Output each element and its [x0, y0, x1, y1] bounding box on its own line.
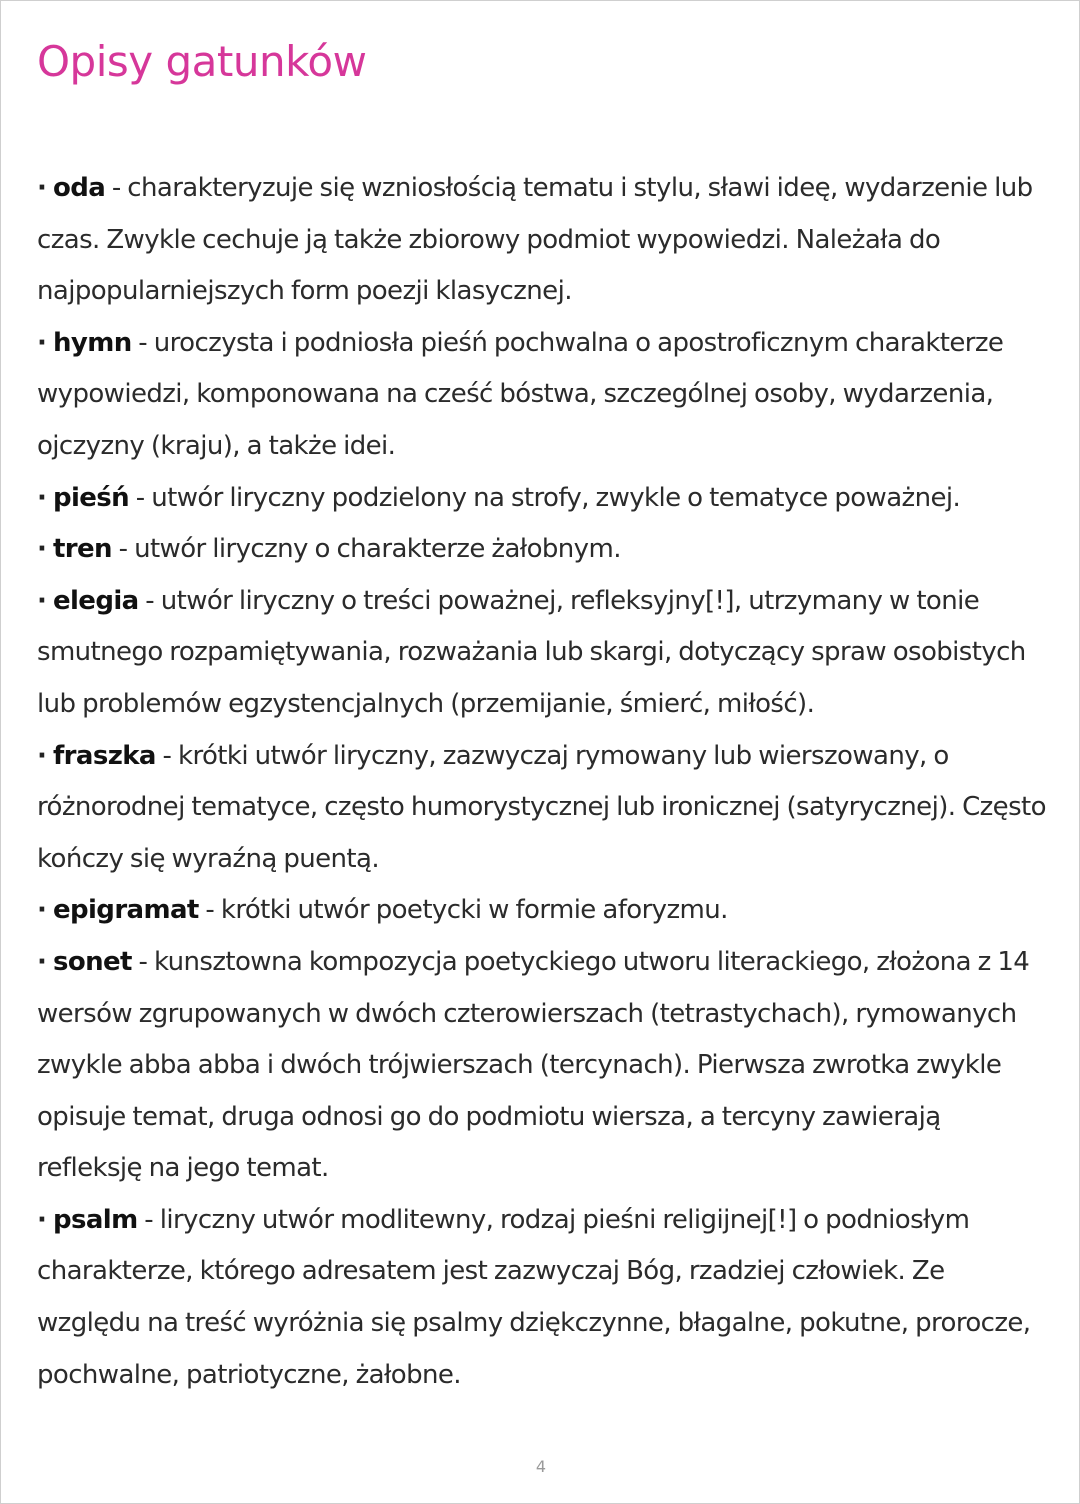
genre-term: psalm: [52, 1204, 138, 1235]
genre-entry-piesn: [37, 473, 1047, 525]
genre-definition: liryczny utwór modlitewny, rodzaj pieśni religijnej[!] o podniosłym charakterze, którego adresatem jest zazwyczaj Bóg, rzadziej człowiek. Ze względu na treść wyróżnia się psalmy dziękczynne, błagalne, pokutne, prorocze, pochwalne, patriotyczne, żałobne.: [37, 1204, 1031, 1390]
term-separator: -: [198, 895, 221, 926]
term-separator: -: [129, 482, 152, 513]
page-title: Opisy gatunków: [37, 37, 367, 86]
term-separator: -: [137, 1204, 160, 1235]
genre-term: pieśń: [52, 482, 130, 513]
term-separator: -: [131, 946, 154, 977]
genre-term: tren: [52, 534, 112, 565]
genre-definition: uroczysta i podniosła pieśń pochwalna o apostroficznym charakterze wypowiedzi, komponowana na cześć bóstwa, szczególnej osoby, wydarzenia, ojczyzny (kraju), a także idei.: [37, 327, 1004, 461]
bullet-icon: ·: [37, 534, 47, 565]
genre-definition: krótki utwór liryczny, zazwyczaj rymowany lub wierszowany, o różnorodnej tematyce, często humorystycznej lub ironicznej (satyrycznej). Często kończy się wyraźną puentą.: [37, 740, 1046, 874]
term-separator: -: [138, 585, 161, 616]
term-separator: -: [105, 173, 128, 203]
bullet-icon: ·: [37, 895, 47, 926]
bullet-icon: ·: [37, 1204, 47, 1235]
genre-term: epigramat: [52, 895, 199, 926]
bullet-icon: ·: [37, 946, 47, 977]
genre-list: [37, 163, 1047, 1401]
genre-definition: utwór liryczny podzielony na strofy, zwykle o tematyce poważnej.: [151, 482, 961, 513]
term-separator: -: [111, 534, 135, 565]
bullet-icon: ·: [37, 173, 47, 203]
genre-definition: utwór liryczny o treści poważnej, refleksyjny[!], utrzymany w tonie smutnego rozpamiętywania, rozważania lub skargi, dotyczący spraw osobistych lub problemów egzystencjalnych (przemijanie, śmierć, miłość).: [37, 585, 1026, 719]
genre-entry-psalm: [37, 1195, 1047, 1401]
genre-term: fraszka: [52, 740, 156, 771]
genre-term: hymn: [52, 327, 132, 358]
genre-definition: charakteryzuje się wzniosłością tematu i stylu, sławi ideę, wydarzenie lub czas. Zwykle cechuje ją także zbiorowy podmiot wypowiedzi. Należała do najpopularniejszych form poezji klasycznej.: [37, 173, 1033, 307]
bullet-icon: ·: [37, 482, 47, 513]
genre-entry-oda: [37, 163, 1047, 318]
genre-definition: kunsztowna kompozycja poetyckiego utworu literackiego, złożona z 14 wersów zgrupowanych w dwóch czterowierszach (tetrastychach), rymowanych zwykle abba abba i dwóch trójwierszach (tercynach). Pierwsza zwrotka zwykle opisuje temat, druga odnosi go do podmiotu wiersza, a tercyny zawierają refleksję na jego temat.: [37, 946, 1030, 1184]
genre-entry-elegia: [37, 576, 1047, 731]
genre-term: oda: [52, 173, 106, 203]
term-separator: -: [131, 327, 154, 358]
genre-definition: krótki utwór poetycki w formie aforyzmu.: [220, 895, 728, 926]
page-number: 4: [535, 1457, 547, 1476]
bullet-icon: ·: [37, 740, 47, 771]
genre-entry-sonet: [37, 937, 1047, 1195]
genre-entry-epigramat: [37, 885, 1047, 937]
genre-term: elegia: [52, 585, 139, 616]
bullet-icon: ·: [37, 327, 47, 358]
genre-definition: utwór liryczny o charakterze żałobnym.: [134, 534, 621, 565]
genre-entry-fraszka: [37, 731, 1047, 886]
genre-term: sonet: [52, 946, 132, 977]
genre-entry-hymn: [37, 318, 1047, 473]
bullet-icon: ·: [37, 585, 47, 616]
term-separator: -: [155, 740, 179, 771]
genre-entry-tren: [37, 524, 1047, 576]
